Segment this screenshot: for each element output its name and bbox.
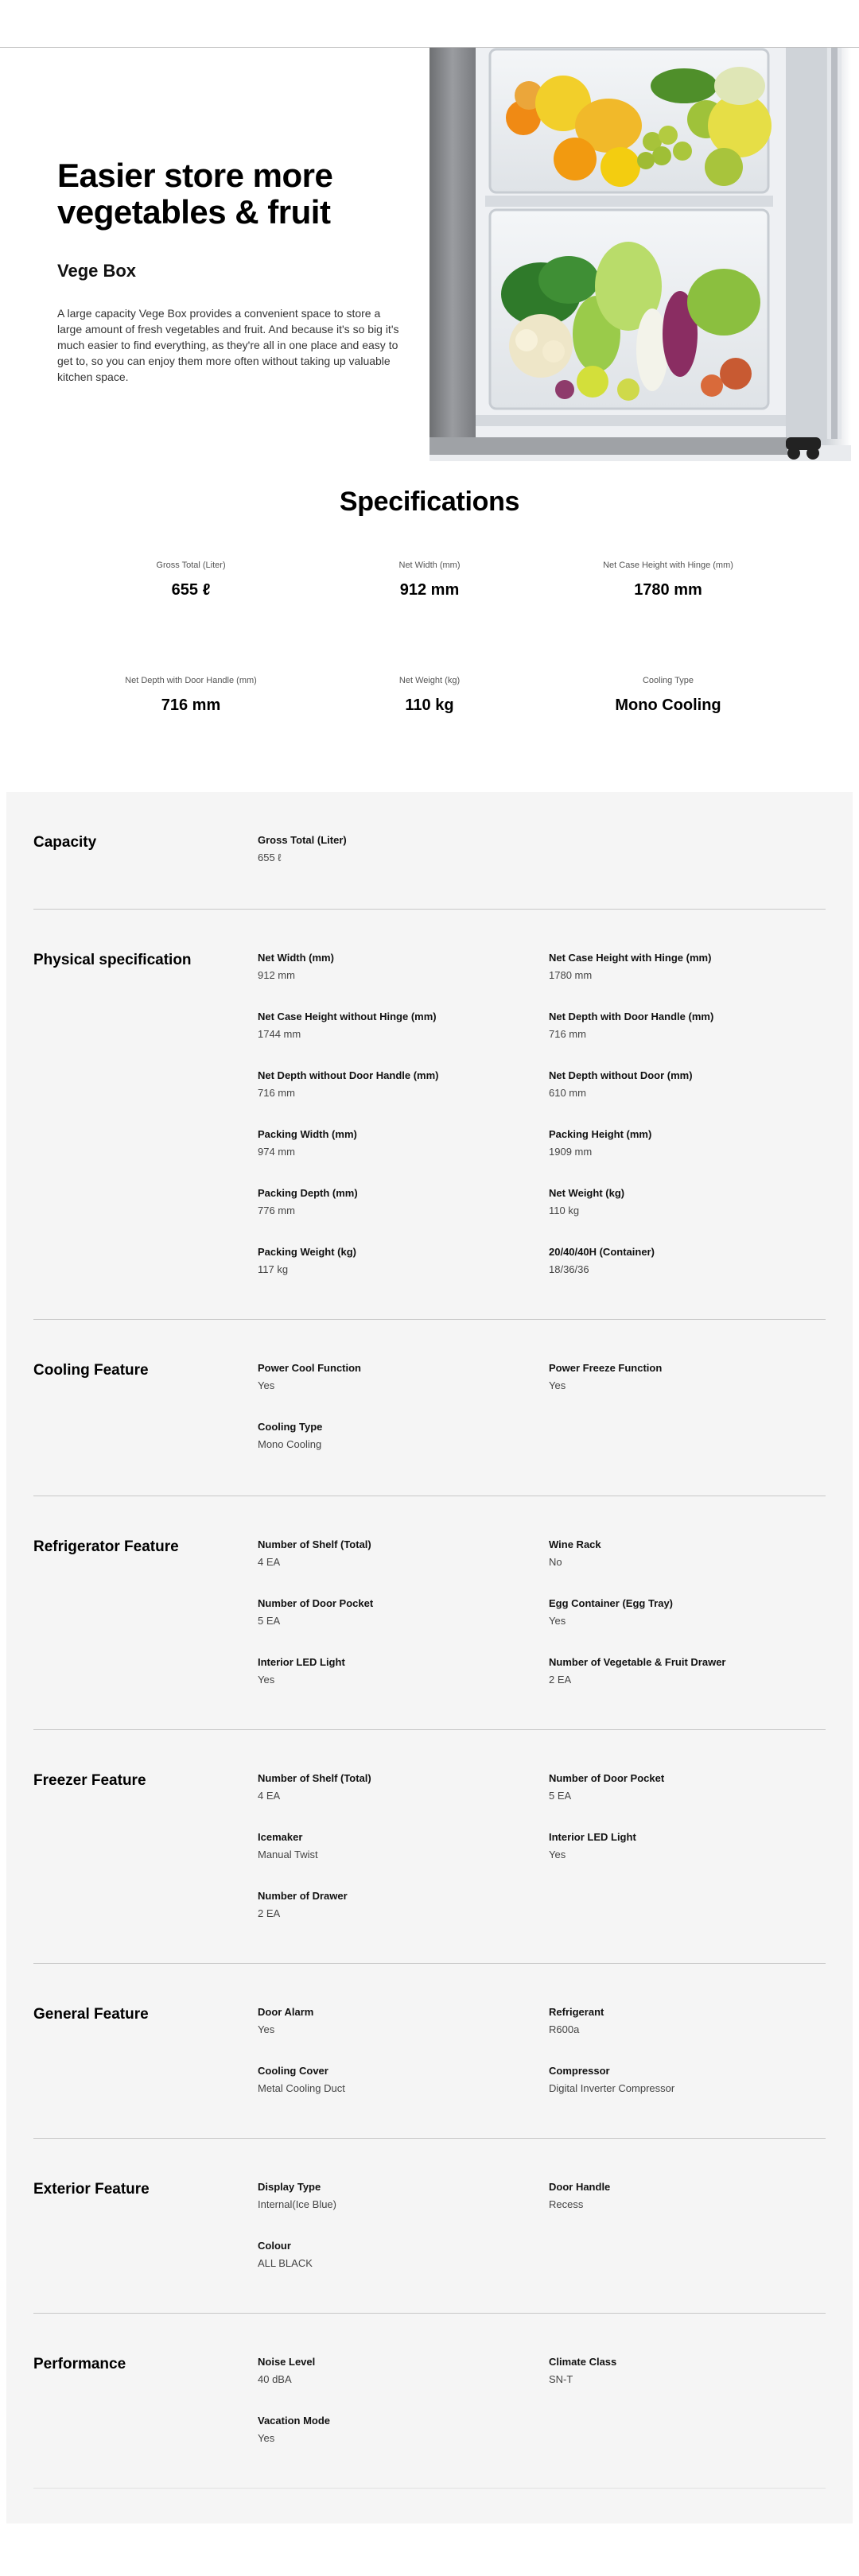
spec-item-label: Number of Drawer (258, 1890, 348, 1902)
spec-item-label: Net Depth with Door Handle (mm) (549, 1011, 714, 1022)
spec-item-value: Yes (258, 2432, 275, 2444)
summary-item (549, 676, 787, 791)
spec-item-value: R600a (549, 2023, 580, 2035)
spec-item (549, 1361, 826, 1420)
section-title: Performance (33, 2356, 126, 2372)
spec-item-value: 18/36/36 (549, 1263, 589, 1275)
section-title: Refrigerator Feature (33, 1538, 179, 1555)
section-title: General Feature (33, 2006, 149, 2023)
spec-item-label: Colour (258, 2240, 291, 2252)
spec-item (258, 1245, 549, 1304)
summary-item-label: Net Depth with Door Handle (mm) (125, 676, 257, 685)
spec-item-value: 1909 mm (549, 1146, 593, 1158)
summary-item (549, 561, 787, 676)
summary-item-label: Net Weight (kg) (398, 676, 461, 685)
spec-section-physical (33, 910, 826, 1320)
summary-item (72, 561, 310, 676)
spec-item-value: 912 mm (258, 969, 295, 981)
spec-item-value: 1780 mm (549, 969, 593, 981)
spec-item-value: Digital Inverter Compressor (549, 2082, 675, 2094)
spec-item-value: 5 EA (258, 1615, 281, 1627)
spec-section-cooling (33, 1320, 826, 1496)
spec-item (549, 1069, 826, 1127)
spec-item-value: 40 dBA (258, 2373, 292, 2385)
spec-item (258, 2180, 549, 2239)
spec-item-label: Net Case Height without Hinge (mm) (258, 1011, 437, 1022)
spec-item-label: Door Alarm (258, 2006, 314, 2018)
spec-item-value: Yes (258, 2023, 275, 2035)
spec-item-value: 4 EA (258, 1790, 281, 1802)
spec-item-label: Net Weight (kg) (549, 1187, 625, 1199)
spec-item-value: Metal Cooling Duct (258, 2082, 345, 2094)
spec-items (258, 1538, 826, 1714)
spec-item (549, 1830, 826, 1889)
spec-item (258, 2355, 549, 2414)
spec-items (258, 2355, 826, 2473)
spec-item (549, 1186, 826, 1245)
spec-item-label: Egg Container (Egg Tray) (549, 1597, 674, 1609)
spec-section-performance (33, 2314, 826, 2489)
spec-item-value: Recess (549, 2198, 584, 2210)
spec-items (258, 951, 826, 1304)
spec-item-value: 2 EA (549, 1674, 572, 1686)
spec-item-label: Refrigerant (549, 2006, 604, 2018)
spec-section-capacity (33, 792, 826, 910)
spec-item-value: Yes (549, 1615, 566, 1627)
spec-item (258, 1771, 549, 1830)
spec-item-value: 655 ℓ (258, 852, 282, 863)
section-title: Physical specification (33, 952, 192, 968)
spec-item-value: Yes (549, 1379, 566, 1391)
spec-items (258, 1361, 826, 1479)
spec-items (258, 833, 826, 892)
spec-item-value: ALL BLACK (258, 2257, 313, 2269)
summary-item-value: Mono Cooling (615, 696, 721, 714)
spec-item-value: Yes (258, 1674, 275, 1686)
spec-item-value: Yes (549, 1849, 566, 1860)
spec-item-label: Packing Depth (mm) (258, 1187, 358, 1199)
spec-item-label: Packing Weight (kg) (258, 1246, 356, 1258)
summary-item-value: 912 mm (399, 581, 460, 599)
section-title: Freezer Feature (33, 1772, 146, 1789)
spec-item-label: Interior LED Light (258, 1656, 345, 1668)
spec-item (549, 2180, 826, 2239)
spec-item (549, 951, 826, 1010)
hero-subtitle: Vege Box (57, 261, 137, 281)
spec-item-value: 5 EA (549, 1790, 572, 1802)
spec-item (549, 1538, 826, 1596)
summary-item-value: 716 mm (161, 696, 221, 714)
spec-item (258, 1420, 549, 1479)
hero-description: A large capacity Vege Box provides a convenient space to store a large amount of fresh vegetables and fruit. And because it's so big it's much easier to find everything, as they're all in one place and easy to get to, so you can enjoy them more often without taking up valuable kitchen space. (57, 307, 399, 383)
spec-item-value: SN-T (549, 2373, 573, 2385)
summary-item-label: Net Width (mm) (398, 561, 461, 570)
spec-item-label: Noise Level (258, 2356, 316, 2368)
spec-item-label: Packing Width (mm) (258, 1128, 357, 1140)
spec-item (258, 1655, 549, 1714)
spec-items (258, 2005, 826, 2123)
spec-item (549, 1771, 826, 1830)
spec-item (549, 1245, 826, 1304)
spec-item (258, 1127, 549, 1186)
spec-item-label: Power Freeze Function (549, 1362, 663, 1374)
spec-item-value: Yes (258, 1379, 275, 1391)
section-title: Exterior Feature (33, 2181, 150, 2198)
spec-items (258, 2180, 826, 2298)
spec-item-label: Interior LED Light (549, 1831, 636, 1843)
spec-section-exterior (33, 2139, 826, 2314)
spec-item-value: 716 mm (258, 1087, 295, 1099)
spec-item-label: Net Case Height with Hinge (mm) (549, 952, 712, 964)
spec-item-value: Manual Twist (258, 1849, 318, 1860)
summary-item (72, 676, 310, 791)
spec-item (258, 951, 549, 1010)
spec-item (258, 1069, 549, 1127)
summary-item-value: 110 kg (405, 696, 454, 714)
detailed-specifications-panel (6, 792, 853, 2524)
spec-item-label: Compressor (549, 2065, 610, 2077)
summary-item-value: 655 ℓ (171, 581, 211, 599)
section-title: Capacity (33, 834, 97, 851)
spec-item (258, 1186, 549, 1245)
spec-item-label: Number of Door Pocket (258, 1597, 374, 1609)
spec-item-value: Mono Cooling (258, 1438, 322, 1450)
spec-item-label: Display Type (258, 2181, 321, 2193)
spec-item (549, 1127, 826, 1186)
hero-text-block (57, 157, 407, 385)
spec-item (258, 1889, 549, 1948)
spec-item (549, 1596, 826, 1655)
spec-item-label: Wine Rack (549, 1538, 601, 1550)
spec-item-value: 2 EA (258, 1907, 281, 1919)
spec-item-label: Number of Shelf (Total) (258, 1772, 371, 1784)
spec-item (258, 1830, 549, 1889)
spec-item (258, 1596, 549, 1655)
spec-item-value: 974 mm (258, 1146, 295, 1158)
spec-item (258, 2239, 549, 2298)
spec-item (549, 2005, 826, 2064)
spec-item-value: 4 EA (258, 1556, 281, 1568)
summary-item-value: 1780 mm (634, 581, 702, 599)
spec-item-value: 716 mm (549, 1028, 586, 1040)
spec-item-label: Gross Total (Liter) (258, 834, 347, 846)
summary-item-label: Gross Total (Liter) (156, 561, 226, 570)
spec-item-label: Climate Class (549, 2356, 617, 2368)
hero-section (0, 48, 859, 465)
spec-item-label: Door Handle (549, 2181, 611, 2193)
spec-section-refrigerator (33, 1496, 826, 1730)
spec-item-label: Number of Door Pocket (549, 1772, 665, 1784)
spec-item-label: Packing Height (mm) (549, 1128, 652, 1140)
spec-item-value: No (549, 1556, 562, 1568)
spec-item-label: 20/40/40H (Container) (549, 1246, 655, 1258)
spec-item (258, 2005, 549, 2064)
spec-item (258, 1010, 549, 1069)
section-title: Cooling Feature (33, 1362, 149, 1379)
spec-section-general (33, 1964, 826, 2139)
summary-item (310, 676, 549, 791)
spec-item-label: Number of Shelf (Total) (258, 1538, 371, 1550)
refrigerator-vegebox-image (430, 48, 859, 461)
spec-item (258, 2064, 549, 2123)
spec-item (258, 1538, 549, 1596)
spec-item-value: 117 kg (258, 1263, 289, 1275)
spec-item-label: Number of Vegetable & Fruit Drawer (549, 1656, 726, 1668)
spec-item-label: Net Depth without Door Handle (mm) (258, 1069, 439, 1081)
spec-item-label: Net Depth without Door (mm) (549, 1069, 693, 1081)
spec-item-value: 776 mm (258, 1205, 295, 1216)
summary-item (310, 561, 549, 676)
spec-item-value: Internal(Ice Blue) (258, 2198, 336, 2210)
spec-item-label: Cooling Type (258, 1421, 323, 1433)
spec-item-label: Vacation Mode (258, 2415, 331, 2427)
spec-item (549, 1010, 826, 1069)
spec-items (258, 1771, 826, 1948)
top-bar (0, 0, 859, 48)
hero-title: Easier store more vegetables & fruit (57, 157, 333, 231)
spec-item (258, 2414, 549, 2473)
spec-item-label: Net Width (mm) (258, 952, 334, 964)
specifications-heading: Specifications (339, 487, 520, 517)
summary-item-label: Net Case Height with Hinge (mm) (603, 561, 733, 570)
spec-item (258, 1361, 549, 1420)
spec-item-value: 1744 mm (258, 1028, 301, 1040)
spec-item (549, 2064, 826, 2123)
spec-section-freezer (33, 1730, 826, 1964)
bottom-spacer (0, 2524, 859, 2576)
spec-item (258, 833, 549, 892)
spec-item (549, 1655, 826, 1714)
summary-item-label: Cooling Type (642, 676, 694, 685)
spec-item-value: 110 kg (549, 1205, 580, 1216)
spec-item (549, 2355, 826, 2414)
specifications-summary-grid (72, 561, 787, 791)
spec-item-value: 610 mm (549, 1087, 586, 1099)
spec-item-label: Cooling Cover (258, 2065, 328, 2077)
spec-item-label: Power Cool Function (258, 1362, 361, 1374)
spec-item-label: Icemaker (258, 1831, 303, 1843)
